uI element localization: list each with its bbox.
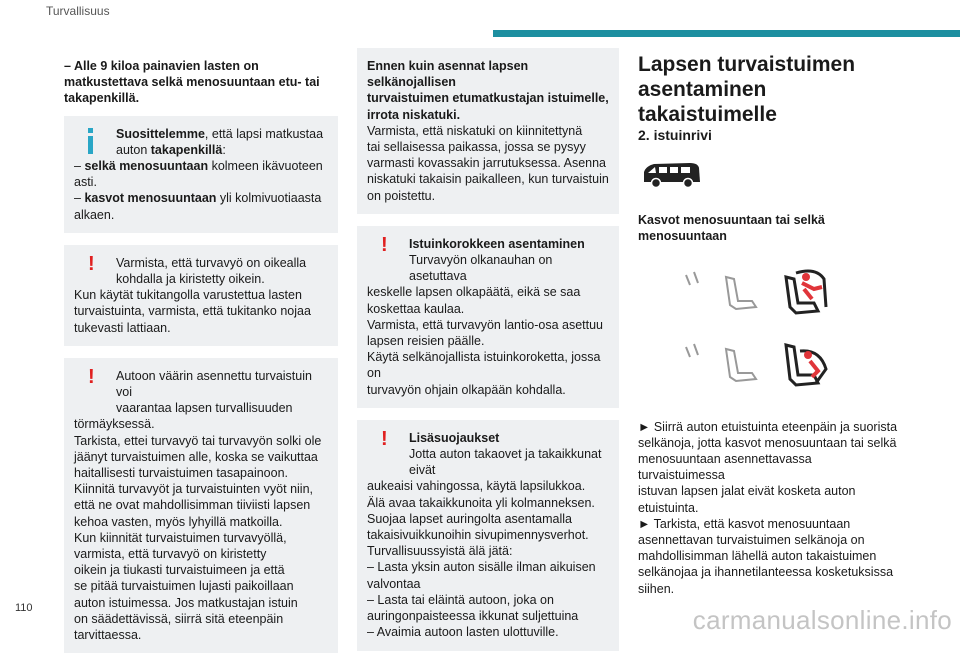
watermark: carmanualsonline.info	[692, 605, 952, 635]
facing-heading: Kasvot menosuuntaan tai selkä	[638, 213, 825, 228]
warning-text: Autoon väärin asennettu turvaistuin voi	[116, 368, 312, 400]
info-icon	[88, 128, 94, 154]
warning-text: valvontaa	[367, 576, 421, 591]
warning-text: auton istuimessa. Jos matkustajan istuin	[74, 595, 298, 610]
info-bold: Suosittelemme	[116, 126, 205, 141]
warning-box-seatbelt	[64, 245, 338, 346]
note-text: niskatuki takaisin paikalleen, kun turvaistuin	[367, 172, 609, 187]
instruction-line: selkänoja, jotta kasvot menosuuntaan tai selkä	[638, 435, 897, 450]
warning-text: Kun kiinnität turvaistuimen turvavyöllä,	[74, 530, 287, 545]
warning-icon: !	[88, 365, 95, 388]
warning-text: on säädettävissä, siirrä sitä eteenpäin	[74, 611, 284, 626]
warning-title: Istuinkorokkeen asentaminen	[409, 236, 585, 251]
rear-facing-seat-icon	[676, 339, 856, 399]
instruction-line: siihen.	[638, 581, 675, 596]
info-text: alkaen.	[74, 207, 115, 222]
column-right	[638, 52, 900, 597]
warning-text: Varmista, että turvavyö on oikealla	[116, 255, 307, 270]
note-bold: Ennen kuin asennat lapsen selkänojallisen	[367, 59, 529, 90]
info-bold: selkä menosuuntaan	[84, 159, 209, 174]
info-text: asti.	[74, 175, 97, 190]
warning-text: kehoa vasten, myös lyhyillä matkoilla.	[74, 514, 283, 529]
warning-text: Käytä selkänojallista istuinkoroketta, jossa on	[367, 350, 601, 381]
warning-text: että ne ovat mahdollisimman tiiviisti lapsen	[74, 498, 311, 513]
info-box-recommendation	[64, 116, 338, 233]
info-text: kolmeen ikävuoteen	[208, 159, 323, 174]
warning-text: aukeaisi vahingossa, käytä lapsilukkoa.	[367, 479, 586, 494]
warning-box-booster	[357, 226, 619, 408]
warning-text: vaarantaa lapsen turvallisuuden	[116, 401, 293, 416]
instruction-line: etuistuinta.	[638, 500, 699, 515]
forward-facing-seat-icon	[676, 267, 856, 327]
section-heading: asentaminen takaistuimelle	[638, 78, 777, 126]
intro-line: takapenkillä.	[64, 91, 140, 106]
note-text: Varmista, että niskatuki on kiinnitettynä	[367, 123, 583, 138]
instruction-line: ► Siirrä auton etuistuinta eteenpäin ja suorista	[638, 419, 898, 434]
info-bold: kasvot menosuuntaan	[84, 191, 217, 206]
row-heading: 2. istuinrivi	[638, 127, 712, 143]
facing-heading: menosuuntaan	[638, 229, 727, 244]
warning-text: varmista, että turvavyö on kiristetty	[74, 547, 267, 562]
warning-icon: !	[381, 233, 388, 256]
warning-text: keskelle lapsen olkapäätä, eikä se saa	[367, 285, 581, 300]
warning-text: tukevasti lattiaan.	[74, 320, 171, 335]
warning-text: – Lasta yksin auton sisälle ilman aikuisen	[367, 560, 596, 575]
warning-text: Jotta auton takaovet ja takaikkunat eivät	[409, 447, 602, 478]
warning-text: Varmista, että turvavyön lantio-osa asettuu	[367, 317, 603, 332]
note-bold: turvaistuimen etumatkustajan istuimelle,	[367, 91, 609, 106]
page-number: 110	[15, 602, 33, 614]
instruction-line: asennettavan turvaistuimen selkänoja on	[638, 533, 865, 548]
warning-text: Älä avaa takaikkunoita yli kolmanneksen.	[367, 495, 595, 510]
warning-icon: !	[88, 252, 95, 275]
warning-text: Tarkista, ettei turvavyö tai turvavyön solki ole	[74, 433, 322, 448]
warning-text: koskettaa kaulaa.	[367, 301, 465, 316]
warning-title: Lisäsuojaukset	[409, 430, 500, 445]
instruction-line: istuvan lapsen jalat eivät kosketa auton	[638, 484, 856, 499]
column-left	[64, 58, 338, 653]
info-text: , että lapsi matkustaa	[204, 126, 324, 141]
info-text: –	[74, 159, 85, 174]
info-bold: takapenkillä	[150, 142, 223, 157]
warning-text: se pitää turvaistuimen lujasti paikoillaan	[74, 579, 294, 594]
warning-text: – Lasta tai eläintä autoon, joka on	[367, 592, 554, 607]
section-heading: Lapsen turvaistuimen	[638, 53, 856, 76]
warning-text: tarvittaessa.	[74, 628, 142, 643]
warning-box-extra-protection	[357, 420, 619, 651]
warning-text: oikein ja tiukasti turvaistuimeen ja että	[74, 563, 285, 578]
column-middle	[357, 48, 619, 651]
warning-icon: !	[381, 427, 388, 450]
warning-text: Kun käytät tukitangolla varustettua lasten	[74, 288, 302, 303]
note-box-headrest	[357, 48, 619, 214]
note-text: on poistettu.	[367, 188, 436, 203]
warning-text: lapsen reisien päälle.	[367, 334, 485, 349]
warning-text: kohdalla ja kiristetty oikein.	[116, 272, 265, 287]
info-text: –	[74, 191, 85, 206]
info-text: auton	[116, 142, 151, 157]
info-text: yli kolmivuotiaasta	[216, 191, 322, 206]
warning-text: turvavyön ohjain olkapään kohdalla.	[367, 382, 566, 397]
warning-text: haitallisesti turvaistuimen tasapainoon.	[74, 466, 289, 481]
warning-text: takaisivuikkunoihin sivupimennysverhot.	[367, 528, 589, 543]
note-text: tai sellaisessa paikassa, jossa se pysyy	[367, 140, 586, 155]
note-text: varmasti kovassakin jarrutuksessa. Asenna	[367, 156, 606, 171]
warning-text: – Avaimia autoon lasten ulottuville.	[367, 625, 559, 640]
info-text: :	[222, 142, 226, 157]
note-bold: irrota niskatuki.	[367, 107, 461, 122]
intro-line: – Alle 9 kiloa painavien lasten on	[64, 59, 259, 73]
instruction-line: mahdollisimman lähellä auton takaistuimen	[638, 549, 877, 564]
warning-text: Turvavyön olkanauhan on asetuttava	[409, 253, 553, 284]
intro-line: matkustettava selkä menosuuntaan etu- tai	[64, 75, 320, 90]
warning-text: Kiinnitä turvavyöt ja turvaistuinten vyöt niin,	[74, 482, 314, 497]
section-title: Turvallisuus	[46, 4, 110, 18]
header-accent-bar	[493, 30, 960, 37]
instruction-line: ► Tarkista, että kasvot menosuuntaan	[638, 516, 851, 531]
instruction-line: selkänojaa ja ihannetilanteessa kosketuksissa	[638, 565, 894, 580]
warning-text: jäänyt turvaistuimen alle, koska se vaikuttaa	[74, 449, 318, 464]
warning-box-installation	[64, 358, 338, 653]
warning-text: Suojaa lapset auringolta asentamalla	[367, 511, 572, 526]
warning-text: turvaistuinta, varmista, että tukitanko nojaa	[74, 304, 311, 319]
warning-text: törmäyksessä.	[74, 417, 155, 432]
warning-text: auringonpaisteessa ikkunat suljettuina	[367, 609, 579, 624]
van-icon	[640, 160, 702, 190]
instruction-line: menosuuntaan asennettavassa turvaistuimessa	[638, 452, 812, 483]
warning-text: Turvallisuussyistä älä jätä:	[367, 544, 513, 559]
instructions	[638, 419, 900, 597]
